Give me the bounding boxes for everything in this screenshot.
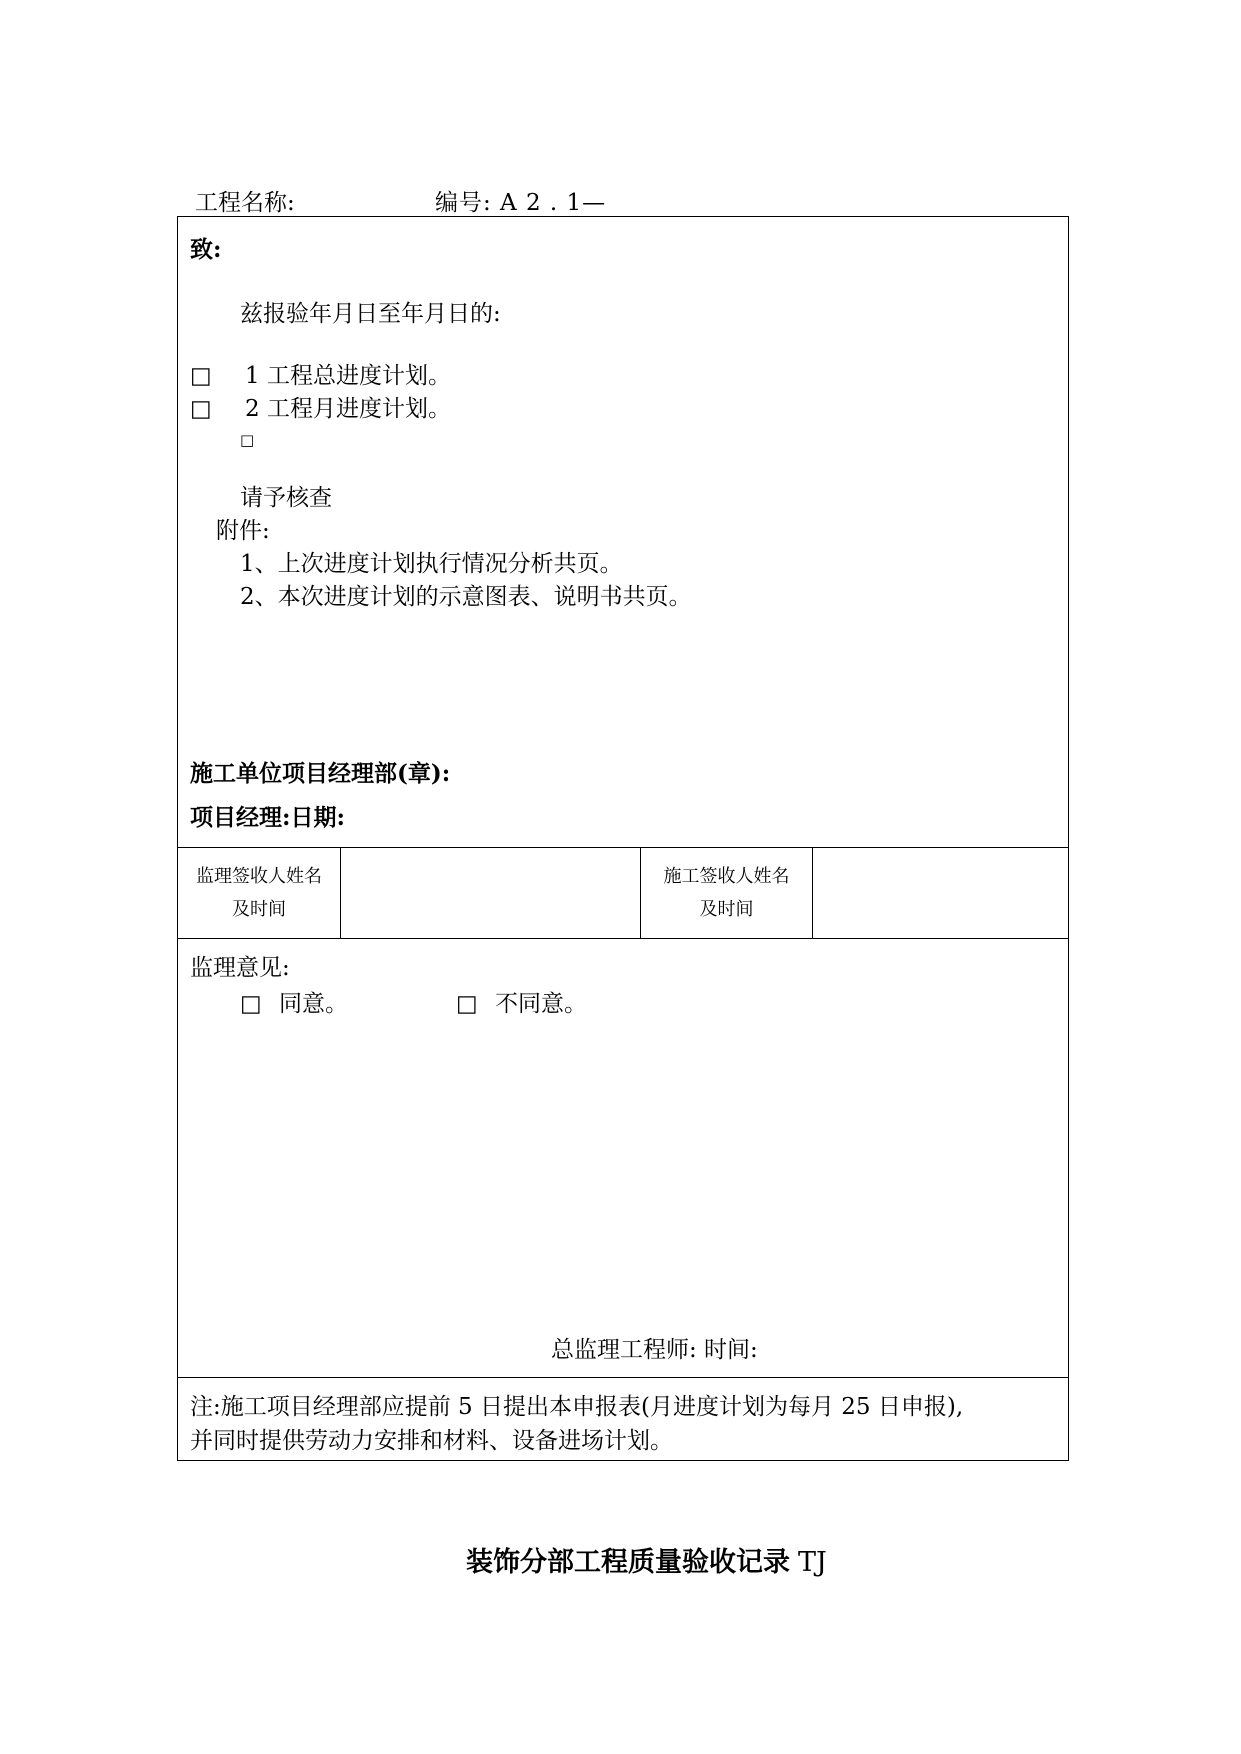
disagree-option: □ 不同意。 xyxy=(456,991,588,1017)
option-total-schedule xyxy=(190,357,451,390)
option-label: 1 工程总进度计划。 xyxy=(245,363,451,389)
opinion-label: 监理意见: xyxy=(190,955,290,981)
supervision-receiver-label: 监理签收人姓名 及时间 xyxy=(178,848,341,938)
report-section xyxy=(178,217,1068,848)
checkbox-icon[interactable]: □ xyxy=(190,363,212,389)
checkbox-icon[interactable]: □ xyxy=(240,431,255,449)
checkbox-icon[interactable]: □ xyxy=(456,991,478,1017)
option-label: 2 工程月进度计划。 xyxy=(245,396,451,422)
next-document-title xyxy=(466,1540,827,1579)
checkbox-icon[interactable]: □ xyxy=(240,991,262,1017)
schedule-report-form xyxy=(177,216,1069,1461)
project-name-label: 工程名称: xyxy=(195,190,295,216)
chief-engineer-signature-line: 总监理工程师: 时间: xyxy=(551,1337,758,1363)
agree-option: □ 同意。 xyxy=(240,991,349,1017)
construction-receiver-field[interactable] xyxy=(813,848,1068,938)
contractor-department-label: 施工单位项目经理部(章): xyxy=(190,760,451,787)
manager-date-label: 项目经理:日期: xyxy=(190,804,345,831)
note-line-2: 并同时提供劳动力安排和材料、设备进场计划。 xyxy=(190,1428,673,1454)
form-code-label: 编号: A 2 . 1— xyxy=(435,190,607,216)
construction-receiver-label: 施工签收人姓名 及时间 xyxy=(641,848,813,938)
note-line-1: 注:施工项目经理部应提前 5 日提出本申报表(月进度计划为每月 25 日申报), xyxy=(190,1394,964,1420)
supervision-opinion-section xyxy=(178,939,1068,1378)
attachment-item: 2、本次进度计划的示意图表、说明书共页。 xyxy=(240,584,692,610)
form-header xyxy=(195,184,606,217)
note-section xyxy=(178,1378,1068,1460)
document-code: TJ xyxy=(798,1547,827,1578)
option-monthly-schedule xyxy=(190,390,451,423)
please-check-text: 请予核查 xyxy=(240,485,332,511)
report-statement: 兹报验年月日至年月日的: xyxy=(240,301,501,327)
supervision-receiver-field[interactable] xyxy=(341,848,641,938)
receipt-row xyxy=(178,848,1068,939)
attachment-item: 1、上次进度计划执行情况分析共页。 xyxy=(240,551,623,577)
document-title-text: 装饰分部工程质量验收记录 xyxy=(466,1547,790,1578)
attachments-label: 附件: xyxy=(216,518,270,544)
addressee-label: 致: xyxy=(190,236,222,263)
checkbox-icon[interactable]: □ xyxy=(190,396,212,422)
